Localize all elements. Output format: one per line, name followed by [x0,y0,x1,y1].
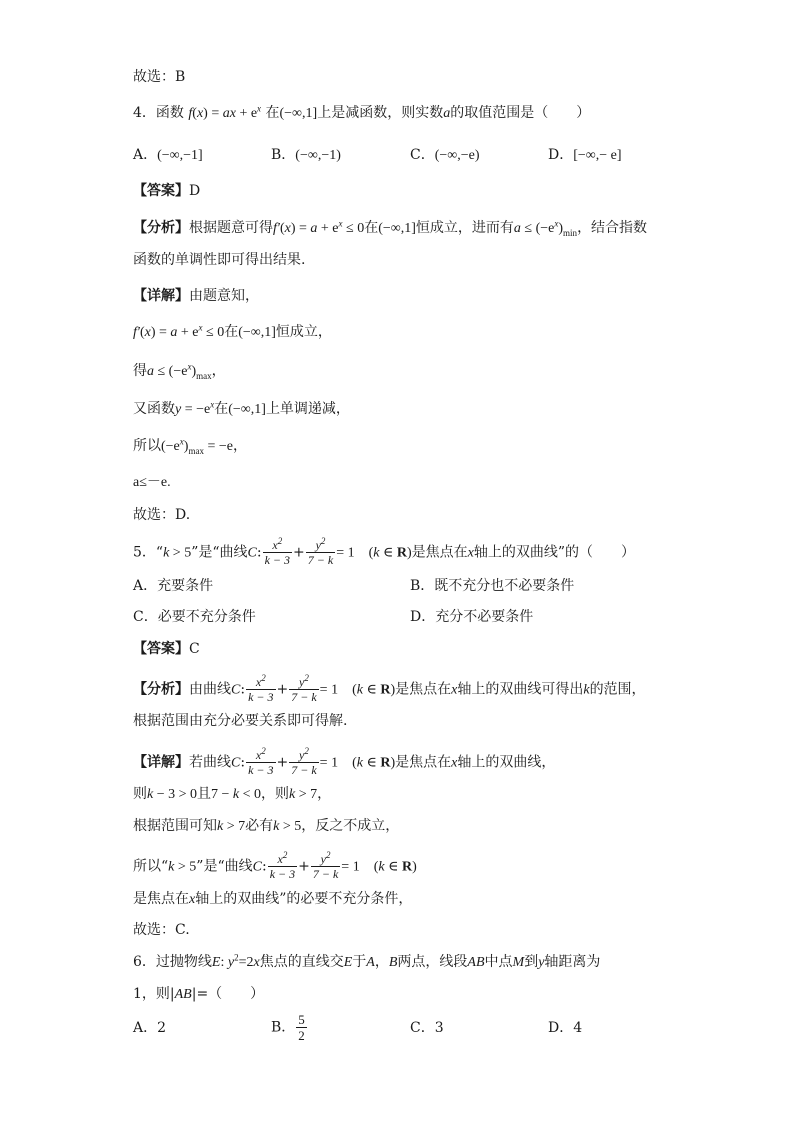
detail-line-2 [133,784,331,805]
math-expr: $a \le (-e^x)_{max}$ [147,361,212,381]
math-expr: k > 5 [168,859,197,875]
detail-line-5 [133,436,247,457]
math-expr: AB [174,987,192,1002]
math-expr: $a \le (-e^x)_{min}$ [513,218,578,238]
option-b: B．既不充分也不必要条件 [410,578,575,594]
detail-line-6 [133,472,171,493]
math-expr: f [188,106,193,121]
conclusion-text: 故选：B [133,69,186,85]
math-expr: a≤－e. [133,475,171,490]
text: ，结合指数 [577,220,648,236]
math-fraction: $\frac{y^2}{7 - k}$ [312,850,339,881]
analysis-line: 【分析】由曲线C: $\frac{x^2}{k - 3}$ + $\frac{y^2}{7 - k}$ = 1 (k ∈ R)是焦点在x轴上的双曲线可得出k的范围， [133,673,646,704]
option-c: C．必要不充分条件 [133,609,256,625]
option-label: C． [410,147,435,163]
detail-line-4 [133,399,350,420]
option-d [548,145,622,166]
text: 轴上的双曲线， [457,754,556,771]
text: 轴上的双曲线可得出 [457,681,584,698]
text: 则 [133,786,147,802]
detail-line-7 [133,505,190,525]
math-expr: k > 5 [163,545,192,561]
math-expr: a [443,106,451,121]
math-fraction: $\frac{y^2}{7 - k}$ [291,673,317,704]
text: 到 [524,954,539,970]
text: ， [211,363,226,379]
text: 根据范围由充分必要关系即可得解. [133,713,348,729]
math-expr: = 1 (k ∈ R) [319,682,396,698]
analysis-line-2 [133,250,305,270]
math-expr: $y = -e^x$ [175,399,215,417]
math-expr: y [538,955,545,970]
math-fraction: $\frac{x^2}{k - 3}$ [269,850,296,881]
text: 故选：D. [133,507,191,523]
math-expr: (−∞,−e) [434,148,480,163]
text: 是焦点在 [133,891,189,907]
question-6-line-2 [133,984,264,1005]
option-label: D． [548,147,574,163]
text: 所以 [133,438,161,454]
math-fraction: $\frac{5}{2}$ [298,1012,305,1043]
text: ，则 [261,786,290,802]
math-expr: C [252,859,262,875]
math-expr: B [388,955,398,970]
math-expr: k − 3 > 0 [147,787,198,802]
text: |=（ ） [191,986,265,1002]
math-expr: (−∞,1] [378,221,416,236]
math-expr: x [196,106,204,121]
text: 上是减函数，则实数 [317,105,444,121]
answer-value: D [189,183,201,199]
option-a: A．2 [133,1020,167,1036]
math-expr: k [583,682,590,698]
answer-tag: 【答案】 [133,641,189,657]
math-expr: x [189,892,196,907]
math-expr: AB [467,955,485,970]
math-expr: $(x) = a + e^x \le 0$ [279,218,365,236]
text: 根据范围可知 [133,818,217,834]
analysis-tag: 【分析】 [133,220,189,236]
detail-line-3 [133,816,399,837]
answer-line [133,639,200,659]
math-expr: (−∞,1] [238,325,276,340]
detail-line: 【详解】若曲线C: $\frac{x^2}{k - 3}$ + $\frac{y^2}{7 - k}$ = 1 (k ∈ R)是焦点在x轴上的双曲线， [133,746,556,777]
text: 中点 [484,954,513,970]
text: 得 [133,363,147,379]
detail-line-3 [133,361,226,382]
text: ”是“曲线 [196,858,253,875]
text: 必有 [245,818,274,834]
text: 若曲线 [189,754,231,771]
math-expr: M [512,955,525,970]
option-a: A．充要条件 [133,578,214,594]
math-fraction: $\frac{y^2}{7 - k}$ [291,746,317,777]
math-expr: C [231,755,241,771]
math-expr: ) = [203,106,223,121]
text: 轴上的双曲线”的（ ） [473,544,636,561]
text: 1，则| [133,986,175,1002]
math-expr: k > 7 [217,819,246,834]
text: 于 [352,954,367,970]
math-expr: C [231,682,241,698]
math-expr: + $e^x$ [235,103,262,121]
math-expr: k > 7 [289,787,318,802]
analysis-line-2 [133,711,347,731]
text: 的取值范围是（ ） [450,105,591,121]
text: 轴距离为 [544,954,601,970]
text: 在 [214,401,229,417]
text: ， [232,438,247,454]
math-expr: x [467,545,474,561]
option-b [271,1012,308,1043]
math-expr: = 1 (k ∈ R) [341,859,417,875]
math-expr: x [451,755,458,771]
text: 恒成立，进而有 [415,220,514,236]
text: 是焦点在 [395,681,452,698]
math-fraction: $\frac{x^2}{k - 3}$ [264,536,291,567]
question-number: 6．过抛物线 [133,954,212,970]
question-number: 5．“ [133,544,164,561]
text: 上单调递减， [265,401,350,417]
text: 又函数 [133,401,175,417]
option-a [133,145,203,166]
answer-line [133,181,200,201]
text: 在 [224,324,239,340]
option-label: B． [271,1019,296,1036]
detail-line-4: 所以“k > 5”是“曲线C: $\frac{x^2}{k - 3}$ + $\frac{y^2}{7 - k}$ = 1 (k ∈ R) [133,850,417,881]
question-6: 6．过抛物线E: $y^2=2x$焦点的直线交E于A，B两点，线段AB中点M到y轴距离为 [133,952,601,970]
text: 由曲线 [189,681,231,698]
detail-line-2 [133,322,332,343]
text: 根据题意可得 [189,220,273,236]
detail-line [133,286,259,306]
math-expr: (−∞,−1) [295,148,341,163]
math-fraction: $\frac{x^2}{k - 3}$ [248,746,274,777]
text: 两点，线段 [397,954,468,970]
math-expr: (−∞,1] [279,106,318,121]
text: ，反之不成立， [301,818,400,834]
math-expr: ax [222,106,236,121]
math-expr: $f'(x) = a + e^x \le 0$ [133,322,225,340]
math-expr: A [366,955,375,970]
math-expr: x [451,682,458,698]
question-4 [133,103,590,124]
analysis-tag: 【分析】 [133,681,189,698]
math-expr: (−∞,1] [228,402,266,417]
math-expr: 7 − k < 0 [211,787,262,802]
text: 在 [364,220,379,236]
math-fraction: $\frac{y^2}{7 - k}$ [307,536,334,567]
text: 由题意知， [189,288,259,304]
text: 焦点的直线交 [259,954,344,970]
text: 且 [197,786,212,802]
text: ， [317,786,332,802]
answer-tag: 【答案】 [133,183,189,199]
text: 是焦点在 [411,544,468,561]
math-expr: = 1 (k ∈ R) [319,755,396,771]
option-c [410,145,480,166]
text-line [133,67,185,87]
math-expr: $(-e^x)_{max} = -e$ [161,436,233,456]
option-label: A． [133,147,158,163]
text: 的范围， [589,681,646,698]
option-label: B． [271,147,296,163]
math-expr: k > 5 [273,819,302,834]
text: 在 [265,105,280,121]
text: ”是“曲线 [191,544,248,561]
analysis-line [133,218,647,239]
math-expr: [−∞,− e] [573,148,622,163]
text: 故选：C. [133,922,190,938]
detail-line-5 [133,889,412,910]
option-c: C．3 [410,1020,444,1036]
math-expr: E: $y^2=2x$ [211,952,260,970]
option-d: D．4 [548,1020,583,1036]
option-b [271,145,341,166]
question-5: 5．“k > 5”是“曲线C: $\frac{x^2}{k - 3}$ + $\frac{y^2}{7 - k}$ = 1 (k ∈ R)是焦点在x轴上的双曲线”的（ ） [133,536,636,567]
question-number: 4．函数 [133,105,184,121]
detail-tag: 【详解】 [133,754,189,771]
detail-line-6 [133,920,190,940]
math-expr: (−∞,−1] [157,148,203,163]
text: 恒成立， [275,324,332,340]
text: 是焦点在 [395,754,452,771]
text: 轴上的双曲线”的必要不充分条件， [195,891,413,907]
detail-tag: 【详解】 [133,288,189,304]
text: 所以“ [133,858,169,875]
math-expr: ( [192,106,197,121]
math-expr: f′ [273,221,280,236]
math-expr: C [247,545,257,561]
text: 函数的单调性即可得出结果. [133,252,306,268]
answer-value: C [189,641,200,657]
option-d: D．充分不必要条件 [410,609,534,625]
math-expr: E [343,955,353,970]
math-fraction: $\frac{x^2}{k - 3}$ [248,673,274,704]
math-expr: = 1 (k ∈ R) [336,545,412,561]
